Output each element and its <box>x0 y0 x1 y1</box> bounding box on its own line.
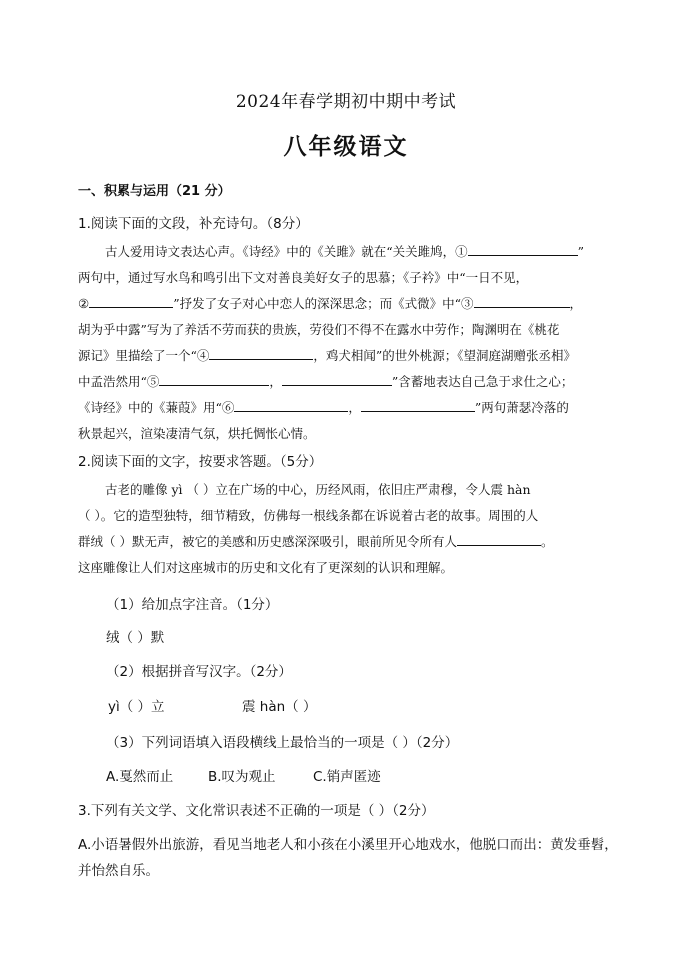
passage-line: 这座雕像让人们对这座城市的历史和文化有了更深刻的认识和理解。 <box>78 560 454 575</box>
question-3-option-a-cont: 并怡然自乐。 <box>78 863 159 879</box>
blank-6a[interactable] <box>234 397 348 412</box>
section-heading: 一、积累与运用（21 分） <box>78 184 231 199</box>
option-a[interactable]: A.戛然而止 <box>106 769 174 785</box>
passage-line: 秋景起兴，渲染凄清气氛，烘托惆怅心情。 <box>78 426 316 441</box>
passage-line <box>78 291 618 317</box>
text: ”两句萧瑟冷落的 <box>474 400 569 415</box>
question-2-sub3: （3）下列词语填入语段横线上最恰当的一项是（ ）（2分） <box>106 735 459 751</box>
passage-line <box>78 239 618 265</box>
text: 古人爱用诗文表达心声。《诗经》中的《关雎》就在“关关雎鸠，① <box>105 244 468 259</box>
blank-6b[interactable] <box>361 397 475 412</box>
blank-5a[interactable] <box>159 371 269 386</box>
passage-line: 胡为乎中露”写为了养活不劳而获的贵族，劳役们不得不在露水中劳作；陶渊明在《桃花 <box>78 322 560 337</box>
passage-line <box>78 529 618 555</box>
question-2-sub1: （1）给加点字注音。（1分） <box>106 597 279 613</box>
passage-line: （ ）。它的造型独特，细节精致，仿佛每一根线条都在诉说着古老的故事。周围的人 <box>78 508 539 523</box>
subject-title: 八年级语文 <box>283 134 409 160</box>
text: 《诗经》中的《蒹葭》用“⑥ <box>78 400 235 415</box>
text: ”抒发了女子对心中恋人的深深思念；而《式微》中“③ <box>173 296 474 311</box>
blank-3[interactable] <box>474 293 570 308</box>
text: ”含蓄地表达自己急于求仕之心； <box>391 374 574 389</box>
blank-4[interactable] <box>209 345 313 360</box>
option-c[interactable]: C.销声匿迹 <box>313 769 381 785</box>
text: ， <box>569 296 583 311</box>
blank-5b[interactable] <box>282 371 392 386</box>
text: ， <box>269 374 282 389</box>
blank-1[interactable] <box>468 241 578 256</box>
question-2-sub2: （2）根据拼音写汉字。（2分） <box>106 664 292 680</box>
question-2-sub2-b[interactable]: 震 hàn（ ） <box>242 699 317 715</box>
text: 源记》里描绘了一个“④ <box>78 348 210 363</box>
passage-line <box>78 369 618 395</box>
blank-2[interactable] <box>89 293 173 308</box>
option-b[interactable]: B.叹为观止 <box>208 769 276 785</box>
text: ， <box>348 400 361 415</box>
text: ② <box>78 296 90 311</box>
text: 群绒（ ）默无声，被它的美感和历史感深深吸引，眼前所见令所有人 <box>78 534 457 549</box>
question-3-option-a[interactable]: A.小语暑假外出旅游，看见当地老人和小孩在小溪里开心地戏水，他脱口而出：黄发垂髫， <box>78 837 618 853</box>
question-1-stem: 1.阅读下面的文段，补充诗句。（8分） <box>78 216 309 232</box>
passage-line: 两句中，通过写水鸟和鸣引出下文对善良美好女子的思慕；《子衿》中“一日不见， <box>78 270 529 285</box>
question-2-passage <box>78 477 618 581</box>
text: ” <box>577 244 585 259</box>
exam-title: 2024年春学期初中期中考试 <box>235 92 457 112</box>
question-2-sub1-answer[interactable]: 绒（ ）默 <box>106 630 165 646</box>
passage-line: 古老的雕像 yì （ ）立在广场的中心，历经风雨，依旧庄严肃穆，令人震 hàn <box>105 482 531 497</box>
passage-line <box>78 395 618 421</box>
question-2-stem: 2.阅读下面的文字，按要求答题。（5分） <box>78 454 323 470</box>
text: 中孟浩然用“⑤ <box>78 374 160 389</box>
text: ，鸡犬相闻”的世外桃源；《望洞庭湖赠张丞相》 <box>313 348 577 363</box>
passage-line <box>78 343 618 369</box>
question-1-passage <box>78 239 618 447</box>
blank-idiom[interactable] <box>457 531 541 546</box>
question-3-stem: 3.下列有关文学、文化常识表述不正确的一项是（ ）（2分） <box>78 803 435 819</box>
question-2-sub2-a[interactable]: yì（ ）立 <box>108 699 165 715</box>
text: 。 <box>540 534 554 549</box>
